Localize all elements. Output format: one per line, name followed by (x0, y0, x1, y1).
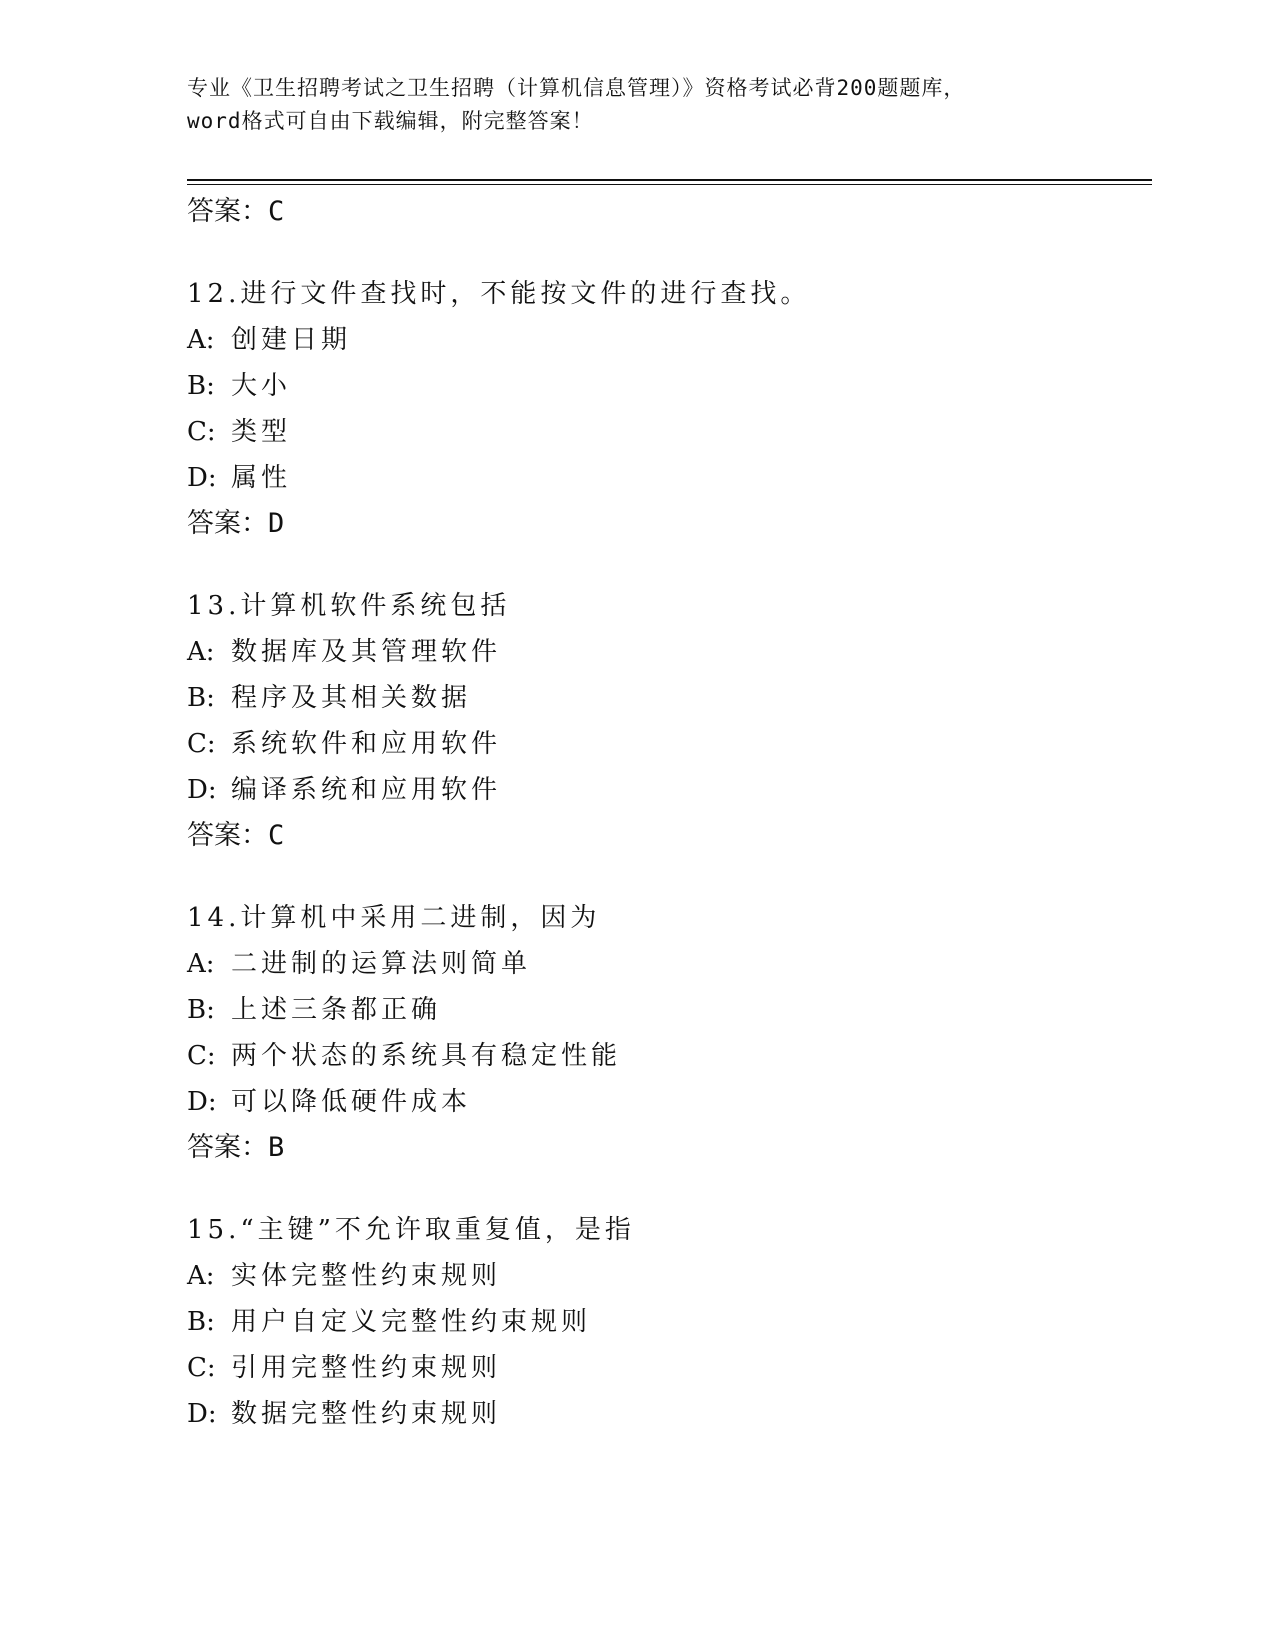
option-c (187, 409, 1152, 455)
answer-line: 答案：D (187, 508, 285, 539)
option-key: C: (187, 417, 216, 447)
option-key: A: (187, 1261, 215, 1291)
option-c (187, 1345, 1152, 1391)
option-text: 二进制的运算法则简单 (231, 949, 532, 979)
option-text: 创建日期 (231, 325, 352, 355)
option-b (187, 675, 1152, 721)
option-b (187, 363, 1152, 409)
option-text: 实体完整性约束规则 (231, 1261, 502, 1291)
option-key: D: (187, 1087, 217, 1117)
option-text: 编译系统和应用软件 (231, 775, 502, 805)
option-text: 用户自定义完整性约束规则 (231, 1307, 592, 1337)
question-list (187, 189, 1152, 1437)
option-key: B: (187, 371, 215, 401)
option-a (187, 317, 1152, 363)
header-divider-thick (187, 179, 1152, 181)
option-key: D: (187, 775, 217, 805)
option-text: 程序及其相关数据 (231, 683, 472, 713)
question-title: 13.计算机软件系统包括 (187, 591, 511, 621)
option-text: 两个状态的系统具有稳定性能 (231, 1041, 622, 1071)
question-13 (187, 583, 1152, 859)
question-15 (187, 1207, 1152, 1437)
answer-line: 答案：B (187, 1132, 285, 1163)
option-key: B: (187, 1307, 215, 1337)
option-text: 属性 (231, 463, 292, 493)
question-title: 15.“主键”不允许取重复值，是指 (187, 1215, 635, 1245)
option-text: 系统软件和应用软件 (231, 729, 502, 759)
option-a (187, 629, 1152, 675)
option-text: 可以降低硬件成本 (231, 1087, 472, 1117)
question-12 (187, 271, 1152, 547)
option-key: B: (187, 995, 215, 1025)
option-text: 引用完整性约束规则 (231, 1353, 502, 1383)
option-key: D: (187, 1399, 217, 1429)
option-d (187, 767, 1152, 813)
option-text: 上述三条都正确 (231, 995, 442, 1025)
option-key: C: (187, 1353, 216, 1383)
option-b (187, 1299, 1152, 1345)
option-d (187, 1391, 1152, 1437)
option-key: C: (187, 1041, 216, 1071)
question-14 (187, 895, 1152, 1171)
header-line-1: 专业《卫生招聘考试之卫生招聘（计算机信息管理）》资格考试必背200题题库， (187, 76, 966, 100)
header-line-2: word格式可自由下载编辑，附完整答案！ (187, 109, 594, 133)
option-text: 数据库及其管理软件 (231, 637, 502, 667)
option-key: B: (187, 683, 215, 713)
option-d (187, 455, 1152, 501)
option-a (187, 1253, 1152, 1299)
option-text: 数据完整性约束规则 (231, 1399, 502, 1429)
header-divider-thin (187, 184, 1152, 185)
answer-line: 答案：C (187, 196, 285, 227)
option-d (187, 1079, 1152, 1125)
question-title: 14.计算机中采用二进制，因为 (187, 903, 601, 933)
answer-line: 答案：C (187, 820, 285, 851)
option-c (187, 721, 1152, 767)
option-text: 大小 (231, 371, 292, 401)
page-header (187, 72, 1087, 138)
option-b (187, 987, 1152, 1033)
option-key: A: (187, 637, 215, 667)
option-key: A: (187, 949, 215, 979)
question-title: 12.进行文件查找时，不能按文件的进行查找。 (187, 279, 811, 309)
option-a (187, 941, 1152, 987)
option-key: D: (187, 463, 217, 493)
option-text: 类型 (231, 417, 292, 447)
option-c (187, 1033, 1152, 1079)
option-key: A: (187, 325, 215, 355)
option-key: C: (187, 729, 216, 759)
